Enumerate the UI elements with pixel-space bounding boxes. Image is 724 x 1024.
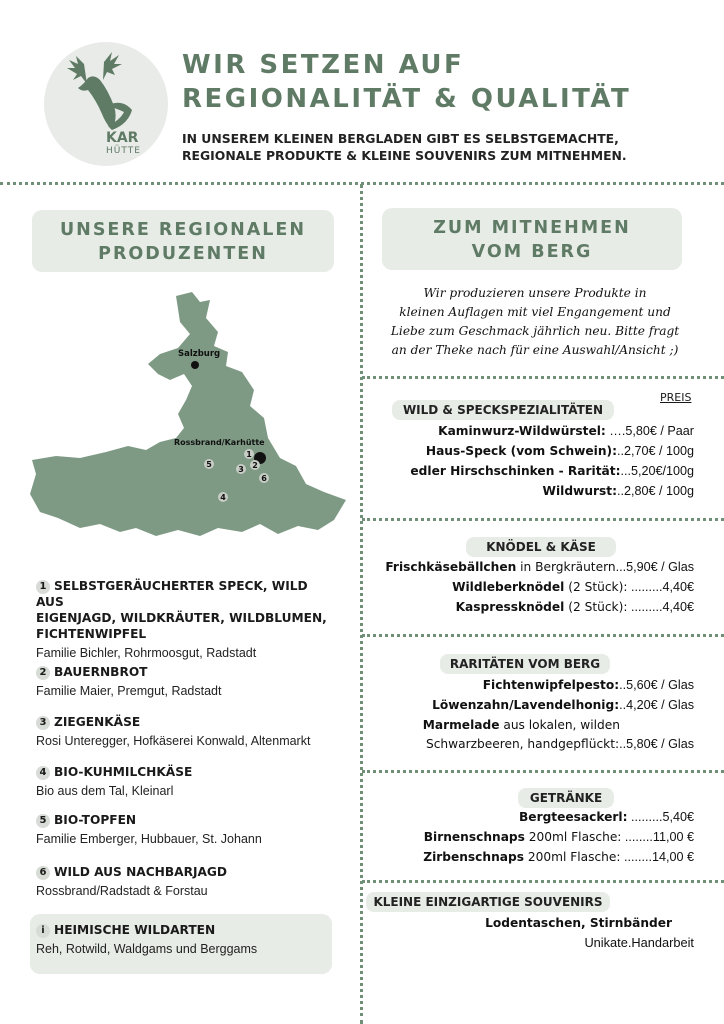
divider-vertical bbox=[360, 184, 363, 1024]
category-rar: RARITÄTEN VOM BERG bbox=[440, 654, 610, 674]
producers-heading bbox=[32, 210, 334, 272]
item-price: ..5,60€ / Glas bbox=[619, 678, 694, 692]
map-marker-4-label: 4 bbox=[220, 493, 226, 502]
item-price: ..2,80€ / 100g bbox=[616, 484, 694, 498]
note-line: Liebe zum Geschmack jährlich neu. Bitte fragt bbox=[390, 324, 680, 338]
intro-line-2: REGIONALE PRODUKTE & KLEINE SOUVENIRS ZUM MITNEHMEN. bbox=[182, 148, 627, 163]
producer-source: Familie Bichler, Rohrmoosgut, Radstadt bbox=[36, 646, 257, 660]
logo-text-huette: HÜTTE bbox=[106, 146, 141, 156]
logo bbox=[44, 42, 168, 166]
logo-text-kar: KAR bbox=[106, 130, 139, 146]
producer-item-4 bbox=[36, 764, 336, 798]
item-price: ….5,80€ / Paar bbox=[605, 424, 694, 438]
producer-title: BAUERNBROT bbox=[54, 665, 148, 679]
category-souvenirs: KLEINE EINZIGARTIGE SOUVENIRS bbox=[366, 892, 610, 912]
menu-item-knoedel-1: Frischkäsebällchen in Bergkräutern...5,90€ / Glas bbox=[385, 560, 694, 574]
producer-title: SELBSTGERÄUCHERTER SPECK, WILD AUS bbox=[36, 579, 308, 609]
menu-item-drink-2: Birnenschnaps 200ml Flasche: ........11,00 € bbox=[423, 830, 694, 844]
souvenir-line-1: Lodentaschen, Stirnbänder bbox=[485, 916, 672, 930]
map-label-rossbrand: Rossbrand/Karhütte bbox=[174, 438, 265, 447]
wild-species bbox=[36, 922, 336, 956]
map-marker-salzburg bbox=[191, 361, 199, 369]
menu-item-drink-3: Zirbenschnaps 200ml Flasche: ........14,00 € bbox=[423, 850, 694, 864]
menu-item-rar-2: Löwenzahn/Lavendelhonig:..4,20€ / Glas bbox=[432, 698, 694, 712]
menu-item-knoedel-3: Kaspressknödel (2 Stück): .........4,40€ bbox=[455, 600, 694, 614]
note-line: Wir produzieren unsere Produkte in bbox=[423, 286, 647, 300]
map-marker-5-label: 5 bbox=[206, 460, 212, 469]
page-title bbox=[182, 48, 631, 116]
producer-item-2 bbox=[36, 664, 336, 698]
note-line: kleinen Auflagen mit viel Engangement und bbox=[399, 305, 671, 319]
title-line-1: WIR SETZEN AUF bbox=[182, 50, 465, 80]
producer-number: 3 bbox=[36, 716, 50, 730]
category-drinks: GETRÄNKE bbox=[518, 788, 614, 808]
divider bbox=[362, 518, 724, 521]
producer-item-5 bbox=[36, 812, 336, 846]
producer-title: BIO-TOPFEN bbox=[54, 813, 137, 827]
producer-number: 2 bbox=[36, 666, 50, 680]
item-price: ..2,70€ / 100g bbox=[616, 444, 694, 458]
info-icon: i bbox=[36, 924, 50, 938]
item-price: .........4,40€ bbox=[627, 600, 694, 614]
item-price: ........11,00 € bbox=[621, 830, 694, 844]
producer-title: BIO-KUHMILCHKÄSE bbox=[54, 765, 193, 779]
map-label-salzburg: Salzburg bbox=[178, 349, 221, 359]
divider bbox=[362, 770, 724, 773]
stag-logo-icon bbox=[44, 42, 168, 166]
map-marker-1-label: 1 bbox=[246, 450, 252, 459]
price-label: PREIS bbox=[660, 391, 692, 404]
producer-item-6 bbox=[36, 864, 336, 898]
title-line-2: REGIONALITÄT & QUALITÄT bbox=[182, 84, 632, 114]
map-marker-2-label: 2 bbox=[252, 461, 258, 470]
item-price: ..4,20€ / Glas bbox=[619, 698, 694, 712]
menu-item-drink-1: Bergteesackerl: .........5,40€ bbox=[519, 810, 694, 824]
producer-source: Rosi Unteregger, Hofkäserei Konwald, Altenmarkt bbox=[36, 734, 311, 748]
item-price: ..5,80€ / Glas bbox=[619, 737, 694, 751]
takeaway-heading-line-1: ZUM MITNEHMEN bbox=[433, 218, 631, 238]
map-marker-3-label: 3 bbox=[238, 465, 244, 474]
divider bbox=[362, 634, 724, 637]
producer-number: 5 bbox=[36, 814, 50, 828]
producer-title-line-3: FICHTENWIPFEL bbox=[36, 627, 147, 641]
divider bbox=[362, 880, 724, 883]
producer-title: ZIEGENKÄSE bbox=[54, 715, 141, 729]
takeaway-heading bbox=[382, 208, 682, 270]
producer-source: Familie Emberger, Hubbauer, St. Johann bbox=[36, 832, 262, 846]
menu-item-rar-3-line-2: Schwarzbeeren, handgepflückt:..5,80€ / Glas bbox=[425, 737, 694, 751]
producers-heading-line-1: UNSERE REGIONALEN bbox=[59, 220, 307, 240]
menu-item-wild-1: Kaminwurz-Wildwürstel: ….5,80€ / Paar bbox=[438, 424, 694, 438]
divider bbox=[362, 376, 724, 379]
souvenir-line-2: Unikate.Handarbeit bbox=[584, 935, 694, 950]
item-price: ...5,90€ / Glas bbox=[615, 560, 694, 574]
item-price: .........5,40€ bbox=[627, 810, 694, 824]
producer-item-1 bbox=[36, 578, 336, 660]
note-line: an der Theke nach für eine Auswahl/Ansicht ;) bbox=[391, 343, 679, 357]
producer-title: WILD AUS NACHBARJAGD bbox=[54, 865, 228, 879]
category-wild: WILD & SPECKSPEZIALITÄTEN bbox=[392, 400, 614, 420]
item-price: ........14,00 € bbox=[620, 850, 694, 864]
menu-item-rar-1: Fichtenwipfelpesto:..5,60€ / Glas bbox=[482, 678, 694, 692]
intro-line-1: IN UNSEREM KLEINEN BERGLADEN GIBT ES SELBSTGEMACHTE, bbox=[182, 131, 619, 146]
producer-title-line-2: EIGENJAGD, WILDKRÄUTER, WILDBLUMEN, bbox=[36, 611, 327, 625]
intro-text bbox=[182, 130, 627, 164]
producer-number: 4 bbox=[36, 766, 50, 780]
map-marker-6-label: 6 bbox=[261, 474, 267, 483]
wild-species-title: HEIMISCHE WILDARTEN bbox=[54, 923, 216, 937]
item-price: .........4,40€ bbox=[627, 580, 694, 594]
menu-item-wild-3: edler Hirschschinken - Rarität:...5,20€/100g bbox=[410, 464, 694, 478]
production-note bbox=[376, 284, 694, 360]
region-map bbox=[28, 288, 350, 560]
producer-item-3 bbox=[36, 714, 336, 748]
menu-item-rar-3: Marmelade aus lokalen, wilden bbox=[422, 718, 620, 732]
map-shape bbox=[30, 292, 346, 536]
wild-species-list: Reh, Rotwild, Waldgams und Berggams bbox=[36, 942, 258, 956]
menu-item-wild-4: Wildwurst:..2,80€ / 100g bbox=[542, 484, 694, 498]
producer-number: 6 bbox=[36, 866, 50, 880]
producer-source: Bio aus dem Tal, Kleinarl bbox=[36, 784, 174, 798]
producer-source: Rossbrand/Radstadt & Forstau bbox=[36, 884, 208, 898]
producer-source: Familie Maier, Premgut, Radstadt bbox=[36, 684, 222, 698]
takeaway-heading-line-2: VOM BERG bbox=[471, 242, 593, 262]
category-knoedel: KNÖDEL & KÄSE bbox=[466, 537, 616, 557]
producers-heading-line-2: PRODUZENTEN bbox=[98, 244, 268, 264]
menu-item-wild-2: Haus-Speck (vom Schwein):..2,70€ / 100g bbox=[425, 444, 694, 458]
producer-number: 1 bbox=[36, 580, 50, 594]
item-price: ...5,20€/100g bbox=[620, 464, 694, 478]
menu-item-knoedel-2: Wildleberknödel (2 Stück): .........4,40€ bbox=[452, 580, 694, 594]
